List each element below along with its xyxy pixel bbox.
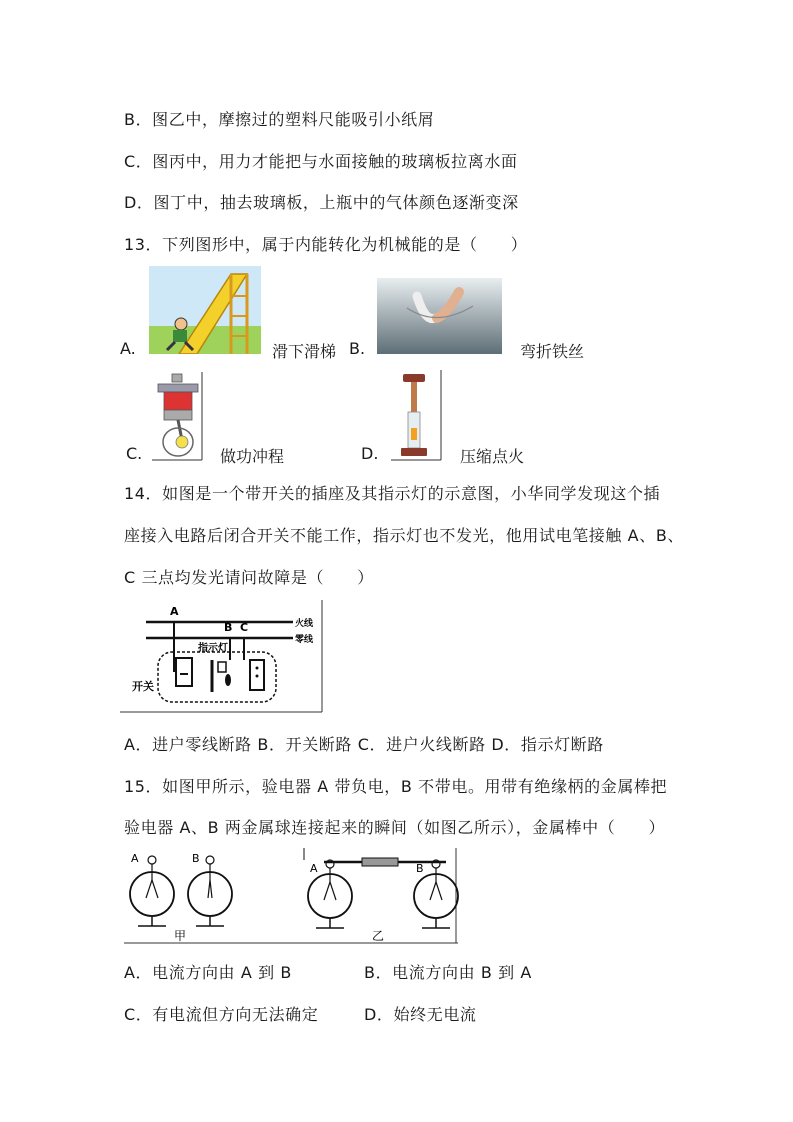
q13-d-letter: D. xyxy=(361,444,379,463)
q15-stem-line1: 15．如图甲所示，验电器 A 带负电，B 不带电。用带有绝缘柄的金属棒把 xyxy=(124,777,668,796)
q13-stem: 13．下列图形中，属于内能转化为机械能的是（ ） xyxy=(124,235,528,254)
q13-c-letter: C. xyxy=(126,444,143,463)
jia-caption: 甲 xyxy=(174,929,187,943)
point-c-label: C xyxy=(240,621,249,634)
electroscope-a-jia xyxy=(130,856,174,926)
q12-option-d: D．图丁中，抽去玻璃板，上瓶中的气体颜色逐渐变深 xyxy=(124,193,519,212)
slide-picture xyxy=(149,266,261,354)
q13-b-label: 弯折铁丝 xyxy=(520,342,585,361)
q14-stem-line1: 14．如图是一个带开关的插座及其指示灯的示意图，小华同学发现这个插 xyxy=(124,484,661,503)
yi-b-label: B xyxy=(416,862,424,875)
engine-picture xyxy=(152,372,204,462)
jia-b-label: B xyxy=(192,852,200,865)
neutral-wire-label: 零线 xyxy=(295,635,314,645)
q15-option-c: C．有电流但方向无法确定 xyxy=(124,1005,319,1024)
indicator-label: 指示灯 xyxy=(198,643,228,654)
yi-caption: 乙 xyxy=(372,929,385,943)
q15-option-b: B．电流方向由 B 到 A xyxy=(364,963,532,982)
bending-wire-picture xyxy=(377,278,502,354)
q12-option-b: B．图乙中，摩擦过的塑料尺能吸引小纸屑 xyxy=(124,110,435,129)
q12-option-c: C．图丙中，用力才能把与水面接触的玻璃板拉离水面 xyxy=(124,152,518,171)
switch-label: 开关 xyxy=(132,680,154,693)
q13-a-label: 滑下滑梯 xyxy=(272,342,337,361)
insulated-handle xyxy=(362,858,398,866)
socket-circuit-diagram xyxy=(118,600,324,714)
q13-b-letter: B. xyxy=(349,339,366,358)
yi-a-label: A xyxy=(310,862,318,875)
compression-ignition-picture xyxy=(391,370,443,462)
jia-a-label: A xyxy=(131,852,139,865)
q13-a-letter: A. xyxy=(120,339,136,358)
point-b-label: B xyxy=(224,621,233,634)
live-wire-label: 火线 xyxy=(295,619,314,629)
q14-options: A．进户零线断路 B．开关断路 C．进户火线断路 D．指示灯断路 xyxy=(124,735,604,754)
electroscope-b-jia xyxy=(188,856,232,926)
q15-option-d: D．始终无电流 xyxy=(364,1005,477,1024)
q13-c-label: 做功冲程 xyxy=(220,447,285,466)
q15-stem-line2: 验电器 A、B 两金属球连接起来的瞬间（如图乙所示），金属棒中（ ） xyxy=(124,818,666,837)
electroscope-diagram xyxy=(124,848,460,946)
q14-stem-line3: C 三点均发光请问故障是（ ） xyxy=(124,568,374,587)
q14-stem-line2: 座接入电路后闭合开关不能工作，指示灯也不发光，他用试电笔接触 A、B、 xyxy=(124,526,685,545)
q13-d-label: 压缩点火 xyxy=(460,447,525,466)
q15-option-a: A．电流方向由 A 到 B xyxy=(124,963,292,982)
point-a-label: A xyxy=(170,605,179,618)
